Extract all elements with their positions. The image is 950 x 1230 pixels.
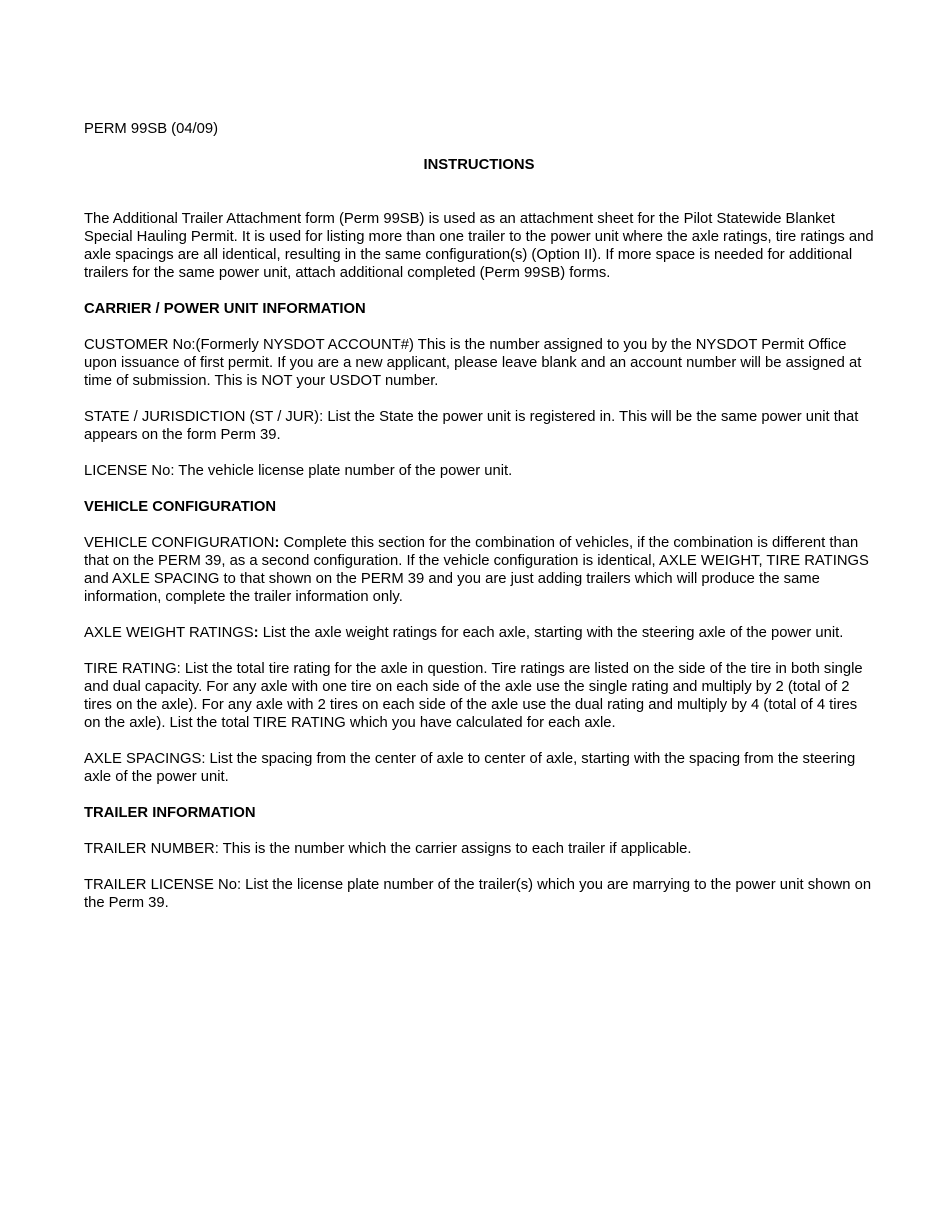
vehicle-configuration-text: Complete this section for the combination of vehicles, if the combination is different than that on the PERM 39, as a second configuration. If the vehicle configuration is identical, AXLE WEIGHT, TIRE RATINGS and AXLE SPACING to that shown on the PERM 39 and you are just adding trailers which will produce the same information, complete the trailer information only. [84,535,869,605]
vehicle-configuration-colon: : [274,535,280,551]
license-no-paragraph: LICENSE No: The vehicle license plate number of the power unit. [84,463,513,479]
customer-no-paragraph: CUSTOMER No:(Formerly NYSDOT ACCOUNT#) This is the number assigned to you by the NYSDOT Permit Office upon issuance of first permit. If you are a new applicant, please leave blank and an account number will be assigned at time of submission. This is NOT your USDOT number. [84,337,862,389]
tire-rating-paragraph: TIRE RATING: List the total tire rating for the axle in question. Tire ratings are listed on the side of the tire in both single and dual capacity. For any axle with one tire on each side of the axle use the single rating and multiply by 2 (total of 2 tires on the axle). For any axle with 2 tires on each side of the axle use the dual rating and multiply by 4 (total of 4 tires on the axle). List the total TIRE RATING which you have calculated for each axle. [84,661,863,731]
axle-spacings-paragraph: AXLE SPACINGS: List the spacing from the center of axle to center of axle, starting with the spacing from the steering axle of the power unit. [84,751,856,785]
vehicle-configuration-term: VEHICLE CONFIGURATION [84,535,275,551]
axle-weight-ratings-paragraph [84,624,874,642]
intro-paragraph: The Additional Trailer Attachment form (Perm 99SB) is used as an attachment sheet for the Pilot Statewide Blanket Special Hauling Permit. It is used for listing more than one trailer to the power unit where the axle ratings, tire ratings and axle spacings are all identical, resulting in the same configuration(s) (Option II). If more space is needed for additional trailers for the same power unit, attach additional completed (Perm 99SB) forms. [84,211,874,281]
state-jurisdiction-paragraph: STATE / JURISDICTION (ST / JUR): List the State the power unit is registered in. This will be the same power unit that appears on the form Perm 39. [84,409,859,443]
axle-weight-ratings-colon: : [253,625,259,641]
trailer-number-paragraph: TRAILER NUMBER: This is the number which the carrier assigns to each trailer if applicable. [84,841,692,857]
page-title: INSTRUCTIONS [423,157,535,173]
trailer-license-paragraph: TRAILER LICENSE No: List the license plate number of the trailer(s) which you are marrying to the power unit shown on the Perm 39. [84,877,872,911]
vehicle-configuration-paragraph [84,534,874,606]
axle-weight-ratings-term: AXLE WEIGHT RATINGS [84,625,254,641]
carrier-section-heading: CARRIER / POWER UNIT INFORMATION [84,301,366,317]
axle-weight-ratings-text: List the axle weight ratings for each axle, starting with the steering axle of the power unit. [258,625,844,641]
vehicle-section-heading: VEHICLE CONFIGURATION [84,499,277,515]
form-id: PERM 99SB (04/09) [84,121,219,137]
trailer-section-heading: TRAILER INFORMATION [84,805,256,821]
document-page [84,120,874,912]
